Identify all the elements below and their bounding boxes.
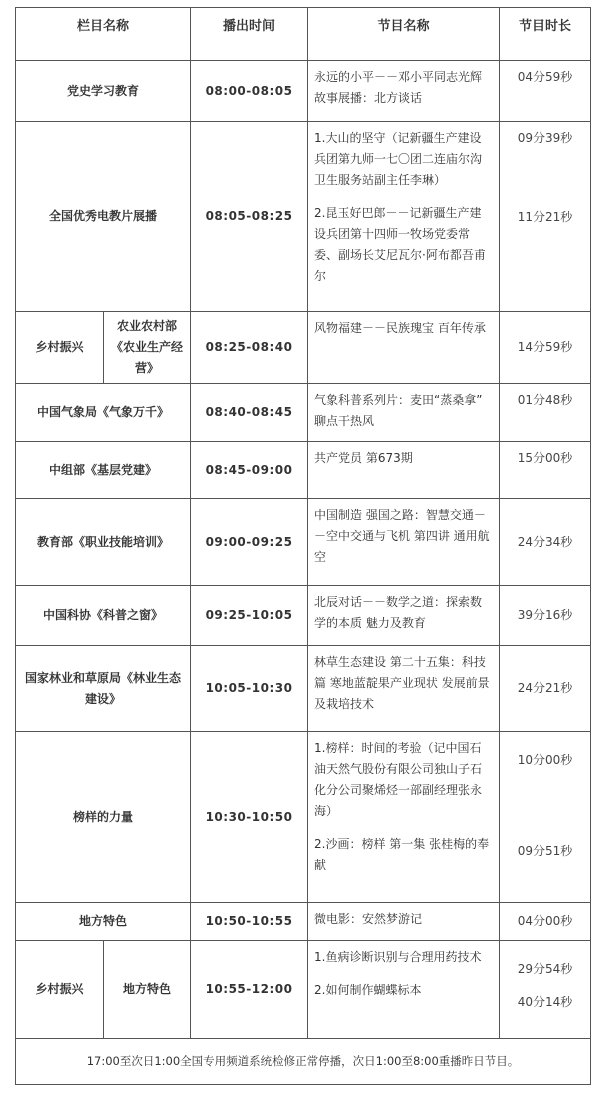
duration: 29分54秒 xyxy=(517,962,573,976)
column-name: 中组部《基层党建》 xyxy=(16,442,191,499)
duration: 01分48秒 xyxy=(500,384,591,442)
duration: 39分16秒 xyxy=(500,586,591,646)
duration: 15分00秒 xyxy=(500,442,591,499)
program-name: 2.如何制作蝴蝶标本 xyxy=(314,983,422,997)
duration: 14分59秒 xyxy=(500,312,591,384)
duration-cell xyxy=(500,732,591,903)
table-row xyxy=(16,732,591,903)
sub-column-name: 地方特色 xyxy=(104,941,191,1039)
column-name: 国家林业和草原局《林业生态建设》 xyxy=(16,646,191,732)
table-row xyxy=(16,586,591,646)
table-row xyxy=(16,499,591,586)
program-name: 中国制造 强国之路：智慧交通－－空中交通与飞机 第四讲 通用航空 xyxy=(308,499,500,586)
program-name: 2.沙画：榜样 第一集 张桂梅的奉献 xyxy=(314,837,490,872)
duration: 24分34秒 xyxy=(500,499,591,586)
duration: 40分14秒 xyxy=(517,995,573,1009)
program-name: 1.榜样：时间的考验（记中国石油天然气股份有限公司独山子石化分公司聚烯烃一部副经理张永海） xyxy=(314,741,483,818)
duration-cell xyxy=(500,941,591,1039)
column-name: 中国气象局《气象万千》 xyxy=(16,384,191,442)
duration: 09分51秒 xyxy=(517,844,573,858)
table-row xyxy=(16,122,591,312)
program-cell xyxy=(308,732,500,903)
table-row xyxy=(16,442,591,499)
program-name: 永远的小平－－邓小平同志光辉故事展播：北方谈话 xyxy=(308,61,500,122)
header-duration: 节目时长 xyxy=(500,8,591,61)
duration-cell xyxy=(500,122,591,312)
header-column: 栏目名称 xyxy=(16,8,191,61)
column-name: 全国优秀电教片展播 xyxy=(16,122,191,312)
column-name: 地方特色 xyxy=(16,903,191,941)
table-row xyxy=(16,646,591,732)
table-row xyxy=(16,384,591,442)
table-row xyxy=(16,903,591,941)
program-name: 共产党员 第673期 xyxy=(308,442,500,499)
column-name: 中国科协《科普之窗》 xyxy=(16,586,191,646)
program-name: 风物福建－－民族瑰宝 百年传承 xyxy=(308,312,500,384)
column-name: 乡村振兴 xyxy=(16,312,104,384)
duration: 04分59秒 xyxy=(500,61,591,122)
air-time: 08:25-08:40 xyxy=(191,312,308,384)
air-time: 08:45-09:00 xyxy=(191,442,308,499)
table-row xyxy=(16,61,591,122)
header-row xyxy=(16,8,591,61)
footer-note: 17:00至次日1:00全国专用频道系统检修正常停播，次日1:00至8:00重播昨日节目。 xyxy=(16,1039,591,1085)
footer-row xyxy=(16,1039,591,1085)
air-time: 10:55-12:00 xyxy=(191,941,308,1039)
duration: 09分39秒 xyxy=(517,131,573,145)
column-name: 榜样的力量 xyxy=(16,732,191,903)
air-time: 10:05-10:30 xyxy=(191,646,308,732)
air-time: 09:25-10:05 xyxy=(191,586,308,646)
air-time: 08:05-08:25 xyxy=(191,122,308,312)
program-name: 气象科普系列片：麦田“蒸桑拿” 聊点干热风 xyxy=(308,384,500,442)
program-name: 微电影：安然梦游记 xyxy=(308,903,500,941)
program-name: 北辰对话－－数学之道：探索数学的本质 魅力及教育 xyxy=(308,586,500,646)
air-time: 08:00-08:05 xyxy=(191,61,308,122)
program-name: 1.大山的坚守（记新疆生产建设兵团第九师一七〇团二连庙尔沟卫生服务站副主任李琳） xyxy=(314,131,483,187)
air-time: 10:30-10:50 xyxy=(191,732,308,903)
program-name: 2.昆玉好巴郎－－记新疆生产建设兵团第十四师一牧场党委常委、副场长艾尼瓦尔·阿布都吾甫尔 xyxy=(314,206,486,283)
header-time: 播出时间 xyxy=(191,8,308,61)
table-row xyxy=(16,312,591,384)
program-cell xyxy=(308,941,500,1039)
column-name: 党史学习教育 xyxy=(16,61,191,122)
column-name: 教育部《职业技能培训》 xyxy=(16,499,191,586)
table-row xyxy=(16,941,591,1039)
column-name: 乡村振兴 xyxy=(16,941,104,1039)
sub-column-name: 农业农村部《农业生产经营》 xyxy=(104,312,191,384)
program-name: 1.鱼病诊断识别与合理用药技术 xyxy=(314,950,482,964)
air-time: 08:40-08:45 xyxy=(191,384,308,442)
schedule-table xyxy=(15,7,591,1085)
header-program: 节目名称 xyxy=(308,8,500,61)
duration: 10分00秒 xyxy=(517,753,573,767)
air-time: 09:00-09:25 xyxy=(191,499,308,586)
program-name: 林草生态建设 第二十五集：科技篇 寒地蓝靛果产业现状 发展前景及栽培技术 xyxy=(308,646,500,732)
duration: 24分21秒 xyxy=(500,646,591,732)
duration: 04分00秒 xyxy=(500,903,591,941)
program-cell xyxy=(308,122,500,312)
duration: 11分21秒 xyxy=(517,210,573,224)
air-time: 10:50-10:55 xyxy=(191,903,308,941)
